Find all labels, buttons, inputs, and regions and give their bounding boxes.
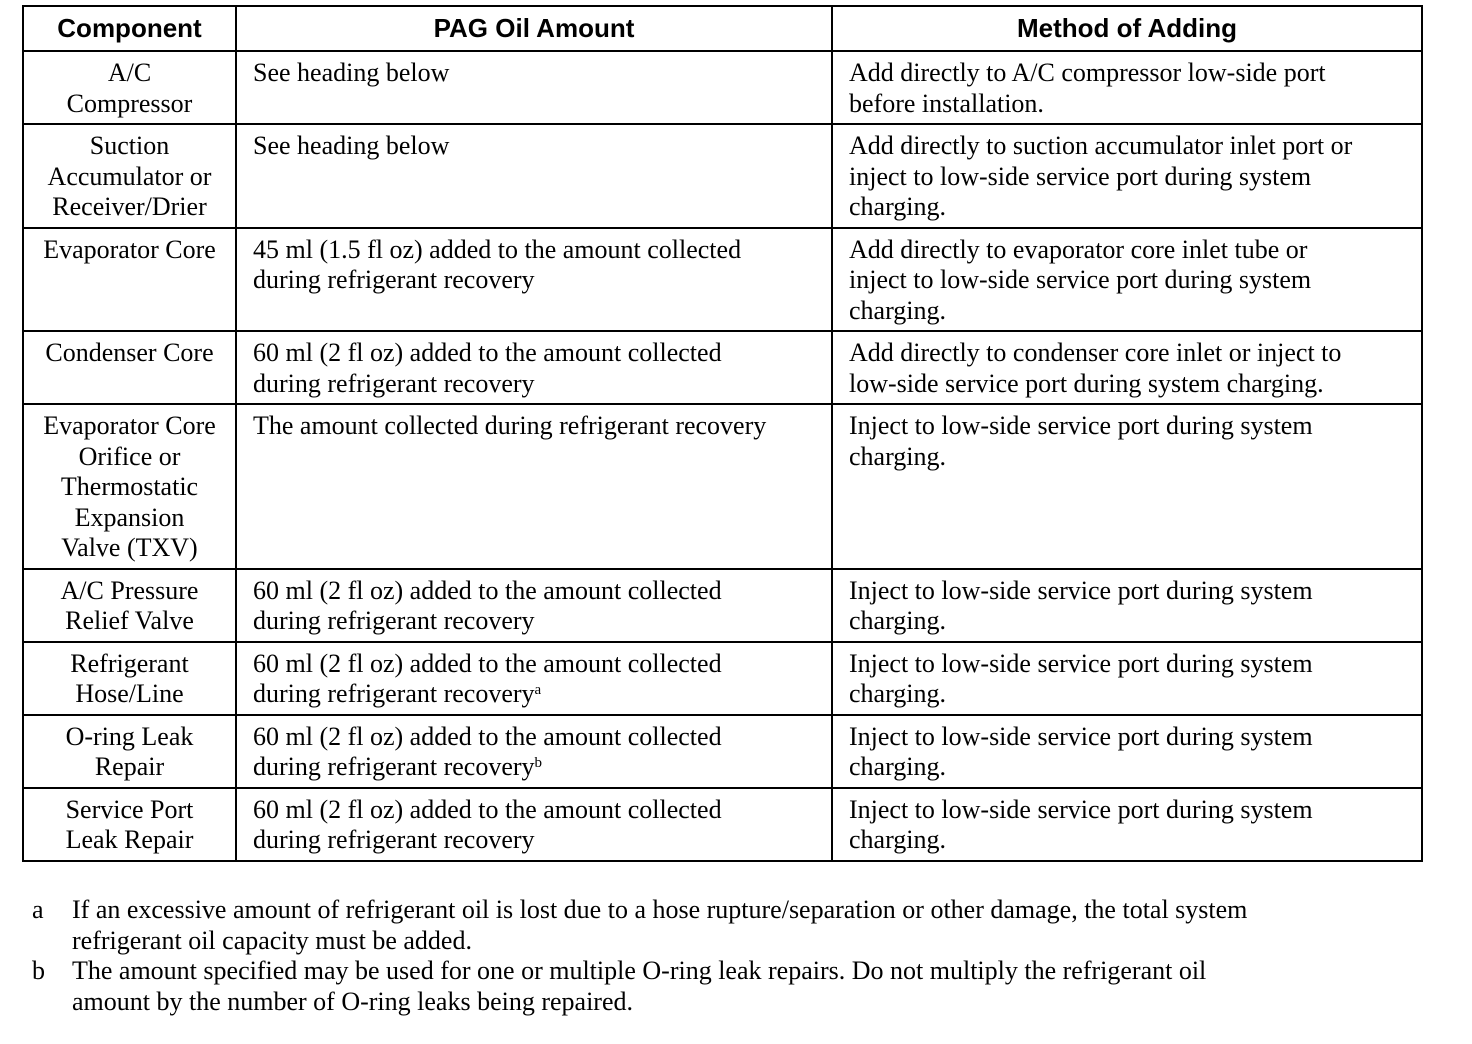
table-row (23, 331, 1422, 404)
header-component: Component (23, 6, 236, 51)
cell-line: Add directly to A/C compressor low-side port (849, 58, 1326, 87)
table-row (23, 788, 1422, 861)
cell-pag-oil-amount (236, 569, 832, 642)
cell-method-of-adding (832, 124, 1422, 228)
cell-line: O-ring Leak (65, 721, 194, 751)
cell-pag-oil-amount (236, 788, 832, 861)
cell-line: charging. (849, 295, 946, 325)
cell-component (23, 331, 236, 404)
cell-line: Inject to low-side service port during system (849, 575, 1313, 605)
cell-line: Suction (89, 131, 170, 160)
cell-line: Condenser Core (45, 338, 214, 367)
cell-line (253, 679, 819, 710)
header-method-of-adding: Method of Adding (832, 6, 1422, 51)
footnote-text (72, 895, 1422, 956)
cell-component (23, 569, 236, 642)
cell-line: Leak Repair (65, 825, 194, 854)
cell-line: during refrigerant recovery (253, 368, 535, 398)
cell-line: during refrigerant recovery (253, 606, 535, 635)
cell-method-of-adding (832, 715, 1422, 788)
cell-component (23, 228, 236, 332)
cell-line: inject to low-side service port during system (849, 265, 1312, 294)
table-row (23, 642, 1422, 715)
table-row (23, 404, 1422, 569)
cell-line: Add directly to condenser core inlet or inject to (849, 338, 1342, 367)
cell-component (23, 124, 236, 228)
cell-component (23, 715, 236, 788)
cell-line: A/C Pressure (60, 575, 199, 605)
cell-line: Accumulator or (47, 161, 212, 191)
cell-component (23, 51, 236, 124)
cell-line: charging. (849, 679, 946, 708)
cell-line: A/C (107, 58, 152, 87)
cell-line: 60 ml (2 fl oz) added to the amount collected (253, 648, 722, 678)
cell-component (23, 788, 236, 861)
cell-line: See heading below (253, 58, 450, 87)
header-pag-oil-amount: PAG Oil Amount (236, 6, 832, 51)
table-body (23, 51, 1422, 861)
cell-line: 60 ml (2 fl oz) added to the amount collected (253, 794, 722, 824)
footnote-text (72, 956, 1422, 1017)
cell-line: Add directly to suction accumulator inlet port or (849, 131, 1353, 160)
cell-line: Inject to low-side service port during system (849, 721, 1313, 751)
table-row (23, 228, 1422, 332)
footnote-line: The amount specified may be used for one or multiple O-ring leak repairs. Do not multiply the refrigerant oil (72, 956, 1207, 985)
cell-line: See heading below (253, 131, 450, 160)
cell-line: 60 ml (2 fl oz) added to the amount collected (253, 575, 722, 605)
table-row (23, 715, 1422, 788)
cell-line: inject to low-side service port during system (849, 161, 1312, 191)
cell-line: Relief Valve (65, 606, 194, 635)
table-row (23, 124, 1422, 228)
cell-line: during refrigerant recovery (253, 825, 535, 854)
footnote-letter: b (32, 956, 45, 985)
cell-component (23, 642, 236, 715)
table-header-row (23, 6, 1422, 51)
cell-line: The amount collected during refrigerant recovery (253, 411, 767, 440)
cell-line-text: during refrigerant recovery (253, 752, 535, 781)
cell-line: Orifice or (78, 441, 181, 471)
cell-line: Evaporator Core (43, 234, 216, 264)
footnote-letter: a (32, 895, 44, 924)
cell-line: Inject to low-side service port during system (849, 648, 1313, 678)
cell-method-of-adding (832, 569, 1422, 642)
footnote-b (32, 956, 1422, 1017)
cell-pag-oil-amount (236, 404, 832, 569)
cell-line: low-side service port during system charging. (849, 368, 1324, 398)
cell-method-of-adding (832, 404, 1422, 569)
footnote-a (32, 895, 1422, 956)
footnote-reference: b (534, 755, 543, 771)
cell-line: Receiver/Drier (52, 192, 207, 221)
cell-pag-oil-amount (236, 51, 832, 124)
cell-line: charging. (849, 606, 946, 635)
footnote-reference: a (534, 682, 542, 698)
cell-line: Compressor (66, 88, 193, 118)
table-row (23, 569, 1422, 642)
cell-line: charging. (849, 192, 946, 221)
cell-line (253, 752, 819, 783)
cell-line: Hose/Line (75, 679, 184, 708)
cell-line: before installation. (849, 88, 1044, 118)
cell-line-text: during refrigerant recovery (253, 679, 535, 708)
cell-method-of-adding (832, 642, 1422, 715)
footnote-line: refrigerant oil capacity must be added. (72, 925, 472, 955)
table-row (23, 51, 1422, 124)
cell-method-of-adding (832, 788, 1422, 861)
cell-line: Inject to low-side service port during system (849, 411, 1313, 440)
cell-method-of-adding (832, 228, 1422, 332)
cell-line: Thermostatic (60, 472, 199, 501)
cell-pag-oil-amount (236, 331, 832, 404)
cell-line: 45 ml (1.5 fl oz) added to the amount collected (253, 234, 742, 264)
cell-line: Evaporator Core (43, 411, 216, 440)
cell-line: during refrigerant recovery (253, 265, 535, 294)
cell-line: Add directly to evaporator core inlet tube or (849, 234, 1308, 264)
cell-line: charging. (849, 752, 946, 781)
footnote-line: If an excessive amount of refrigerant oil is lost due to a hose rupture/separation or other damage, the total system (72, 895, 1248, 924)
cell-line: Inject to low-side service port during system (849, 794, 1313, 824)
cell-pag-oil-amount (236, 124, 832, 228)
footnote-line: amount by the number of O-ring leaks being repaired. (72, 986, 633, 1016)
cell-line: Service Port (65, 794, 194, 824)
cell-line: charging. (849, 441, 946, 471)
cell-method-of-adding (832, 51, 1422, 124)
cell-line: Refrigerant (70, 648, 189, 678)
cell-line: Expansion (74, 502, 185, 532)
cell-line: Repair (94, 752, 165, 781)
cell-line: 60 ml (2 fl oz) added to the amount collected (253, 721, 722, 751)
cell-pag-oil-amount (236, 715, 832, 788)
cell-line: 60 ml (2 fl oz) added to the amount collected (253, 338, 722, 367)
pag-oil-table (22, 5, 1423, 862)
cell-line: Valve (TXV) (61, 533, 198, 562)
cell-pag-oil-amount (236, 642, 832, 715)
cell-pag-oil-amount (236, 228, 832, 332)
cell-line: charging. (849, 825, 946, 854)
cell-component (23, 404, 236, 569)
cell-method-of-adding (832, 331, 1422, 404)
